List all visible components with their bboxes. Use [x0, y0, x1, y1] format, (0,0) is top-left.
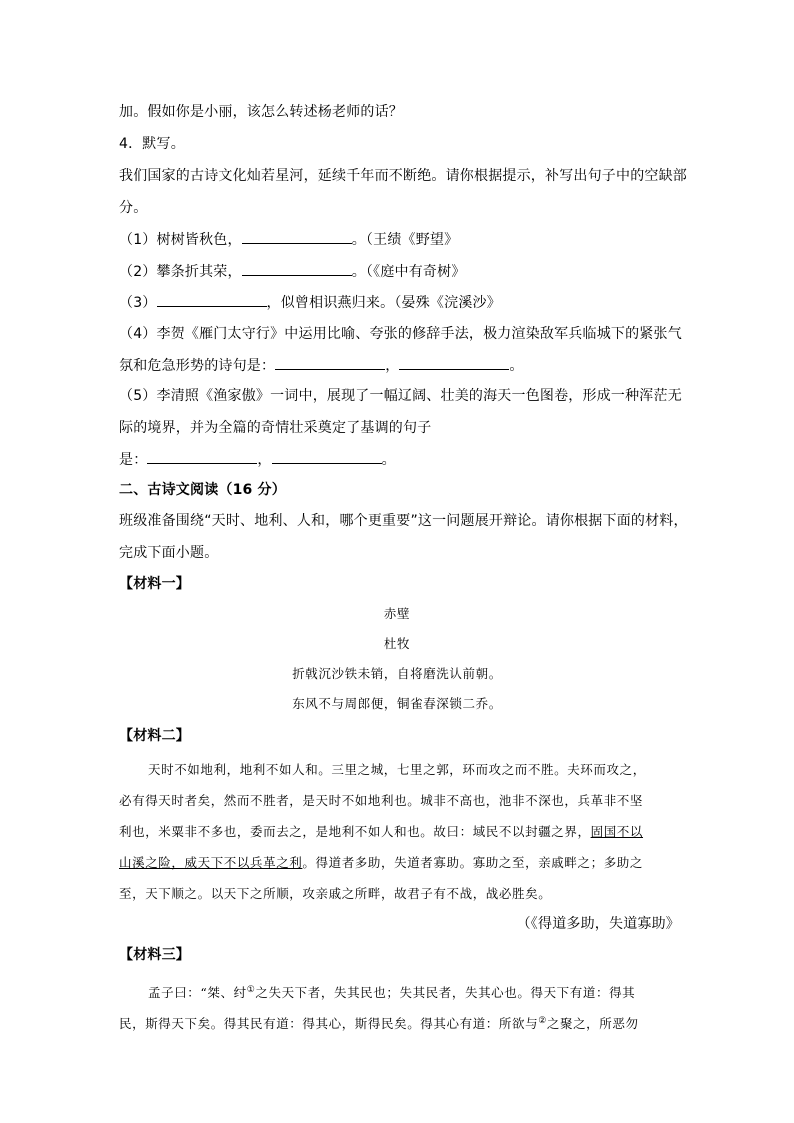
q4-item4-line1: （4）李贺《雁门太守行》中运用比喻、夸张的修辞手法，极力渲染敌军兵临城下的紧张气 — [119, 326, 682, 342]
material2-label: 【材料二】 — [119, 728, 190, 744]
section2-intro-line1: 班级准备围绕“天时、地利、人和，哪个更重要”这一问题展开辩论。请你根据下面的材料， — [119, 513, 688, 529]
material2-source: （《得道多助，失道寡助》 — [516, 916, 680, 932]
material2-line4-text: 。得道者多助，失道者寡助。寡助之至，亲戚畔之；多助之 — [302, 855, 644, 870]
q4-item5-prompt: 是： — [119, 452, 148, 468]
material3-line1-text: 之失天下者，失其民也；失其民者，失其心也。得天下有道：得其 — [255, 985, 636, 1001]
answer-blank[interactable] — [275, 355, 385, 370]
underlined-sentence: 固国不以 — [590, 824, 644, 839]
q4-item5-line1: （5）李清照《渔家傲》一词中，展现了一幅辽阔、壮美的海天一色图卷，形成一种浑茫无 — [119, 388, 682, 404]
section2-intro-line2: 完成下面小题。 — [119, 545, 219, 561]
poem-author: 杜牧 — [383, 636, 411, 651]
answer-blank[interactable] — [242, 261, 352, 276]
material3-line2-text: 民，斯得天下矣。得其民有道：得其心，斯得民矣。得其心有道：所欲与 — [119, 1016, 539, 1032]
q4-item2-source: 。（《庭中有奇树》 — [351, 264, 466, 280]
footnote-marker: ② — [538, 1016, 547, 1026]
answer-blank[interactable] — [147, 449, 257, 464]
q4-item5-line3 — [119, 449, 396, 470]
material3-line2 — [119, 1011, 639, 1034]
separator: ， — [385, 358, 400, 374]
q4-item5-line2: 际的境界，并为全篇的奇情壮采奠定了基调的句子 — [119, 420, 432, 436]
material3-line2-text: 之聚之，所恶勿 — [546, 1016, 639, 1032]
separator: ， — [257, 452, 272, 468]
material3-line1 — [148, 980, 635, 1003]
q4-title: 4．默写。 — [119, 136, 185, 152]
q4-item1 — [119, 229, 458, 250]
q4-item2-prompt: （2）攀条折其荣， — [119, 264, 242, 280]
material2-line1: 天时不如地利，地利不如人和。三里之城，七里之郭，环而攻之而不胜。夫环而攻之， — [148, 762, 646, 777]
material1-label: 【材料一】 — [119, 576, 190, 592]
answer-blank[interactable] — [242, 229, 352, 244]
poem-title: 赤壁 — [383, 606, 411, 621]
underlined-sentence: 山溪之险，威天下不以兵革之利 — [119, 855, 303, 870]
material3-label: 【材料三】 — [119, 947, 190, 963]
period: 。 — [509, 358, 524, 374]
material3-line1-text: 孟子曰：“桀、纣 — [148, 985, 247, 1001]
q4-item4-prompt: 氛和危急形势的诗句是： — [119, 358, 276, 374]
q4-intro-line2: 分。 — [119, 200, 148, 216]
poem-line1: 折戟沉沙铁未销，自将磨洗认前朝。 — [292, 666, 502, 681]
material2-line5: 至，天下顺之。以天下之所顺，攻亲戚之所畔，故君子有不战，战必胜矣。 — [119, 886, 552, 901]
period: 。 — [381, 452, 396, 468]
q4-item2 — [119, 261, 466, 282]
poem-line2: 东风不与周郎便，铜雀春深锁二乔。 — [292, 696, 502, 711]
section2-heading: 二、古诗文阅读（16 分） — [119, 482, 286, 498]
answer-blank[interactable] — [157, 292, 267, 307]
answer-blank[interactable] — [272, 449, 382, 464]
material2-line2: 必有得天时者矣，然而不胜者，是天时不如地利也。城非不高也，池非不深也，兵革非不坚 — [119, 793, 644, 808]
material2-line3 — [119, 822, 643, 842]
q4-item4-line2 — [119, 355, 524, 376]
q4-item1-prompt: （1）树树皆秋色， — [119, 232, 242, 248]
q4-item3 — [119, 292, 501, 313]
q4-item3-number: （3） — [119, 295, 157, 311]
footnote-marker: ① — [246, 985, 256, 995]
q4-item3-text: ，似曾相识燕归来。（晏殊《浣溪沙》 — [266, 295, 501, 311]
q3-tail-text: 加。假如你是小丽，该怎么转述杨老师的话？ — [119, 104, 403, 120]
answer-blank[interactable] — [399, 355, 509, 370]
q4-intro-line1: 我们国家的古诗文化灿若星河，延续千年而不断绝。请你根据提示，补写出句子中的空缺部 — [119, 168, 687, 184]
material2-line4 — [119, 853, 643, 873]
q4-item1-source: 。（王绩《野望》 — [351, 232, 459, 248]
material2-line3-text: 利也，米粟非不多也，委而去之，是地利不如人和也。故曰：域民不以封疆之界， — [119, 824, 591, 839]
